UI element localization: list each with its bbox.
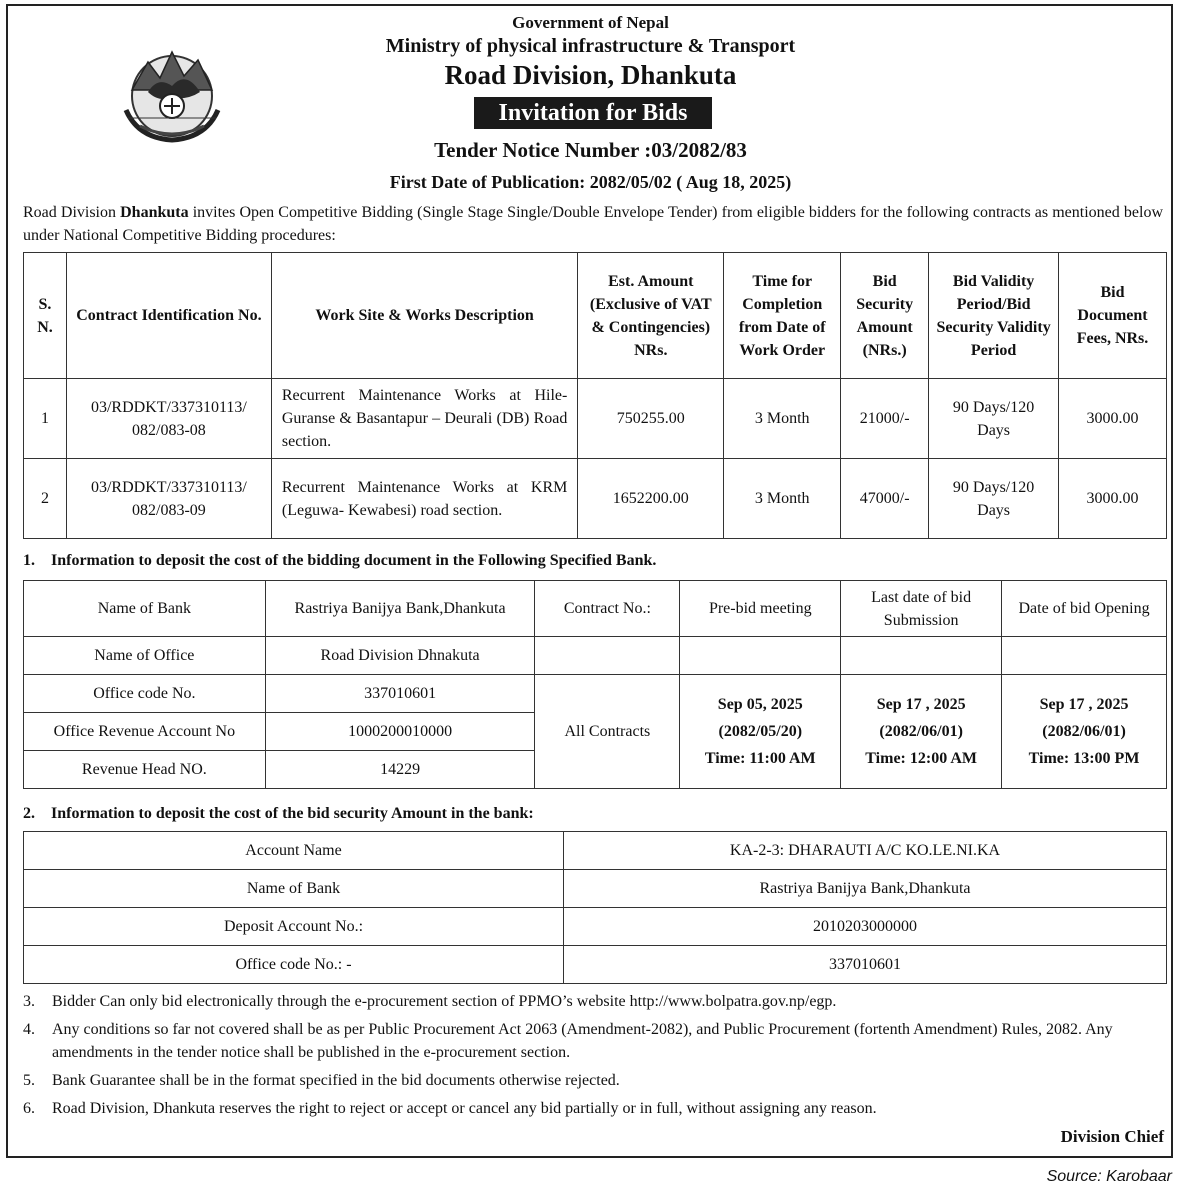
list-item — [23, 1018, 1163, 1064]
note-number: 4. — [23, 1021, 35, 1038]
prebid-date-en: Sep 05, 2025 — [717, 696, 803, 713]
intro-text: invites Open Competitive Bidding (Single Stage Single/Double Envelope Tender) from eligible bidders for the following contracts as mentioned below under National Competitive Bidding procedures: — [23, 204, 1163, 244]
opening-date — [1002, 675, 1167, 789]
col-description: Work Site & Works Description — [271, 253, 577, 379]
row-contract-id: 03/RDDKT/337310113/ 082/083-09 — [66, 459, 271, 539]
row-description: Recurrent Maintenance Works at KRM (Leguwa- Kewabesi) road section. — [271, 459, 577, 539]
row-security: 21000/- — [841, 379, 929, 459]
col-amount: Est. Amount (Exclusive of VAT & Contingencies) NRs. — [578, 253, 724, 379]
row-sn: 1 — [24, 379, 67, 459]
section2-title: Information to deposit the cost of the bid security Amount in the bank: — [51, 805, 534, 822]
office-label: Name of Office — [24, 637, 266, 675]
col-fee: Bid Document Fees, NRs. — [1059, 253, 1167, 379]
col-sn: S. N. — [24, 253, 67, 379]
row-contract-id: 03/RDDKT/337310113/ 082/083-08 — [66, 379, 271, 459]
row-amount: 750255.00 — [578, 379, 724, 459]
signature: Division Chief — [1060, 1127, 1164, 1146]
table-row — [24, 946, 1167, 984]
note-number: 6. — [23, 1100, 35, 1117]
row-time: 3 Month — [724, 459, 841, 539]
revenue-label: Office Revenue Account No — [24, 713, 266, 751]
revenue-head-value: 14229 — [265, 751, 535, 789]
bank-info-table — [23, 580, 1167, 789]
note-text: Bidder Can only bid electronically through the e-procurement section of PPMO’s website http://www.bolpatra.gov.np/egp. — [52, 993, 837, 1010]
office-code-value: 337010601 — [564, 946, 1167, 984]
col-security: Bid Security Amount (NRs.) — [841, 253, 929, 379]
code-label: Office code No. — [24, 675, 266, 713]
list-item — [23, 1097, 1163, 1120]
section1-heading — [23, 552, 656, 570]
bank-label: Name of Bank — [24, 581, 266, 637]
code-value: 337010601 — [265, 675, 535, 713]
bank-value: Rastriya Banijya Bank,Dhankuta — [265, 581, 535, 637]
prebid-label: Pre-bid meeting — [680, 581, 841, 637]
col-time: Time for Completion from Date of Work Order — [724, 253, 841, 379]
prebid-date — [680, 675, 841, 789]
intro-office-name: Dhankuta — [120, 204, 189, 221]
note-number: 3. — [23, 993, 35, 1010]
row-security: 47000/- — [841, 459, 929, 539]
table-row — [24, 581, 1167, 637]
row-validity: 90 Days/120 Days — [929, 379, 1059, 459]
prebid-time: Time: 11:00 AM — [704, 750, 816, 767]
section1-number: 1. — [23, 552, 35, 569]
ministry-heading: Ministry of physical infrastructure & Transport — [385, 35, 796, 57]
revenue-head-label: Revenue Head NO. — [24, 751, 266, 789]
tender-notice-number: Tender Notice Number :03/2082/83 — [434, 138, 747, 162]
col-contract-id: Contract Identification No. — [66, 253, 271, 379]
section2-number: 2. — [23, 805, 35, 822]
table-row — [24, 675, 1167, 713]
table-row — [24, 379, 1167, 459]
col-validity: Bid Validity Period/Bid Security Validity Period — [929, 253, 1059, 379]
note-text: Any conditions so far not covered shall be as per Public Procurement Act 2063 (Amendment-2082), and Public Procurement (fortenth Amendment) Rules, 2082. Any amendments in the tender notice shall be published in the e-procurement section. — [52, 1021, 1113, 1061]
note-number: 5. — [23, 1072, 35, 1089]
office-value: Road Division Dhnakuta — [265, 637, 535, 675]
note-text: Bank Guarantee shall be in the format specified in the bid documents otherwise rejected. — [52, 1072, 620, 1089]
table-row — [24, 832, 1167, 870]
deposit-account-value: 2010203000000 — [564, 908, 1167, 946]
row-amount: 1652200.00 — [578, 459, 724, 539]
section1-title: Information to deposit the cost of the bidding document in the Following Specified Bank. — [51, 552, 657, 569]
invitation-banner: Invitation for Bids — [474, 97, 712, 129]
publication-value: : 2082/05/02 ( Aug 18, 2025) — [579, 172, 792, 192]
list-item — [23, 990, 1163, 1013]
list-item — [23, 1069, 1163, 1092]
table-row — [24, 908, 1167, 946]
intro-prefix: Road Division — [23, 204, 121, 221]
deposit-account-label: Deposit Account No.: — [24, 908, 564, 946]
row-description: Recurrent Maintenance Works at Hile-Guranse & Basantapur – Deurali (DB) Road section. — [271, 379, 577, 459]
submission-date-en: Sep 17 , 2025 — [876, 696, 966, 713]
notes-list — [23, 990, 1163, 1125]
row-time: 3 Month — [724, 379, 841, 459]
opening-date-en: Sep 17 , 2025 — [1039, 696, 1129, 713]
table-row — [24, 459, 1167, 539]
submission-label: Last date of bid Submission — [841, 581, 1002, 637]
bid-security-table — [23, 831, 1167, 984]
prebid-date-np: (2082/05/20) — [718, 723, 803, 740]
government-heading: Government of Nepal — [512, 13, 669, 32]
submission-date — [841, 675, 1002, 789]
table-row — [24, 870, 1167, 908]
table-row — [24, 637, 1167, 675]
opening-label: Date of bid Opening — [1002, 581, 1167, 637]
bank-name-value: Rastriya Banijya Bank,Dhankuta — [564, 870, 1167, 908]
account-name-value: KA-2-3: DHARAUTI A/C KO.LE.NI.KA — [564, 832, 1167, 870]
source-credit: Source: Karobaar — [1046, 1168, 1172, 1185]
row-sn: 2 — [24, 459, 67, 539]
account-name-label: Account Name — [24, 832, 564, 870]
bank-name-label: Name of Bank — [24, 870, 564, 908]
row-validity: 90 Days/120 Days — [929, 459, 1059, 539]
submission-date-np: (2082/06/01) — [879, 723, 963, 740]
table-header-row — [24, 253, 1167, 379]
opening-time: Time: 13:00 PM — [1028, 750, 1140, 767]
contract-no-value: All Contracts — [535, 675, 680, 789]
contracts-table — [23, 252, 1167, 539]
note-text: Road Division, Dhankuta reserves the right to reject or accept or cancel any bid partially or in full, without assigning any reason. — [52, 1100, 877, 1117]
section2-heading — [23, 805, 534, 823]
row-fee: 3000.00 — [1059, 459, 1167, 539]
submission-time: Time: 12:00 AM — [865, 750, 977, 767]
office-code-label: Office code No.: - — [24, 946, 564, 984]
office-heading: Road Division, Dhankuta — [444, 60, 737, 90]
publication-label: First Date of Publication — [389, 172, 580, 192]
contract-no-label: Contract No.: — [535, 581, 680, 637]
opening-date-np: (2082/06/01) — [1042, 723, 1126, 740]
intro-paragraph — [23, 201, 1163, 247]
row-fee: 3000.00 — [1059, 379, 1167, 459]
revenue-value: 1000200010000 — [265, 713, 535, 751]
publication-date — [0, 172, 1181, 193]
